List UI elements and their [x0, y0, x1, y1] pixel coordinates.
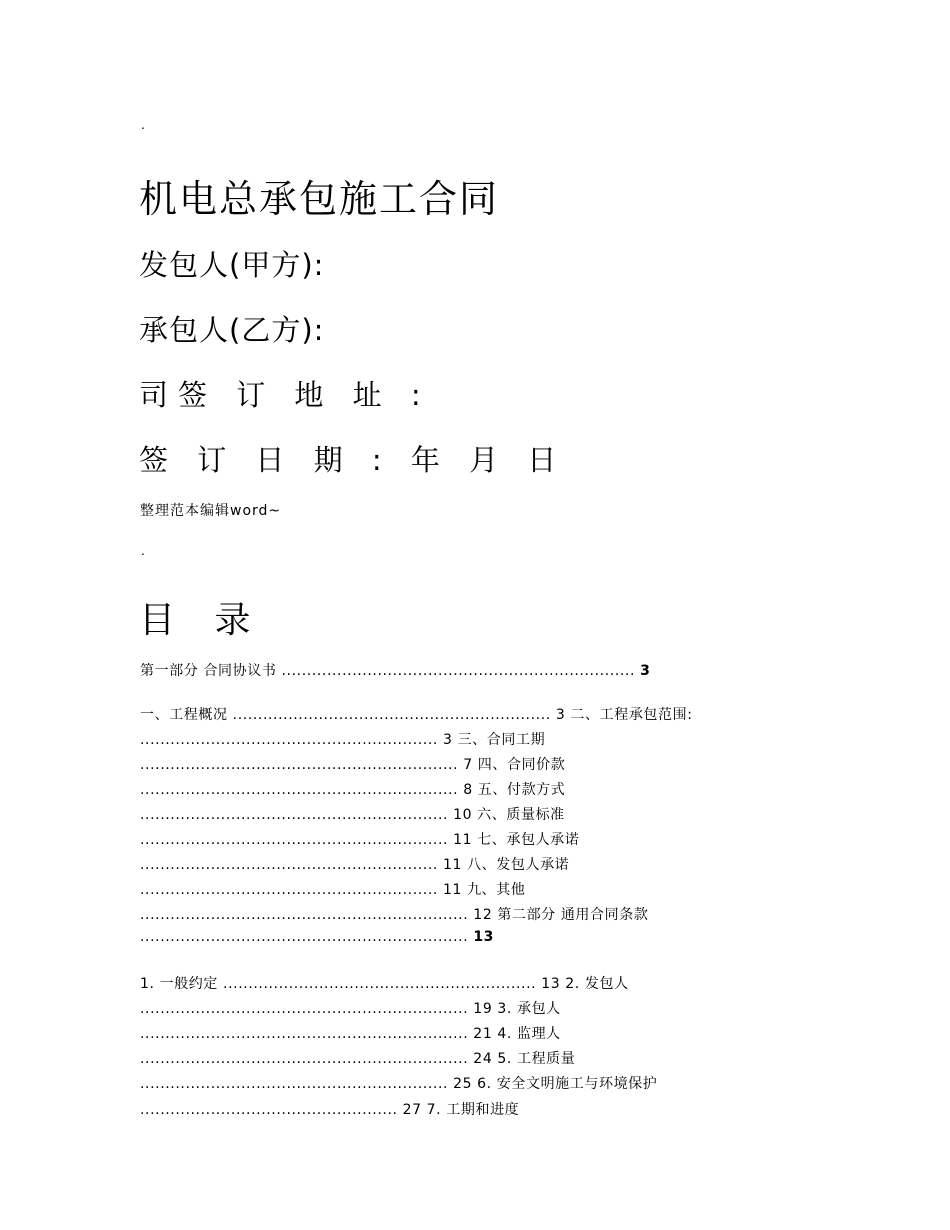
toc-line: ............................................................... 8 五、付款方式: [140, 782, 566, 798]
toc-line: ........................................................... 3 三、合同工期: [140, 732, 546, 748]
toc-part1-page: 3: [640, 663, 651, 679]
toc-line: 一、工程概况 ............................................................... 3 二、工程承包范围:: [140, 707, 693, 723]
toc-heading: 目 录: [139, 600, 265, 641]
middle-dot: .: [141, 544, 145, 558]
toc-line: ............................................................. 10 六、质量标准: [140, 807, 565, 823]
toc-line: 1. 一般约定 .............................................................. 13 2. 发包人: [140, 976, 629, 992]
toc-line: ................................................................. 12 第二部分 通用合同条款: [140, 907, 649, 923]
toc-line: ................................................................. 21 4. 监理人: [140, 1026, 561, 1042]
template-note: 整理范本编辑word~: [140, 503, 282, 519]
toc-line: ............................................................. 25 6. 安全文明施工与环境保护: [140, 1076, 658, 1092]
toc-line: ............................................................... 7 四、合同价款: [140, 757, 566, 773]
toc-line: ........................................................... 11 八、发包人承诺: [140, 857, 570, 873]
toc-part2-dots: .................................................................: [140, 929, 469, 945]
toc-part2-page: 13: [473, 929, 495, 945]
toc-line: ........................................................... 11 九、其他: [140, 882, 526, 898]
party-a-field: 发包人(甲方):: [139, 248, 325, 282]
toc-line: ................................................................. 19 3. 承包人: [140, 1001, 561, 1017]
signing-place-field: 司签 订 地 址 :: [139, 378, 431, 412]
toc-line: ................................................................. 24 5. 工程质量: [140, 1051, 576, 1067]
document-title: 机电总承包施工合同: [139, 177, 500, 221]
party-b-field: 承包人(乙方):: [139, 313, 325, 347]
toc-line: ............................................................. 11 七、承包人承诺: [140, 832, 580, 848]
toc-part1-entry: [140, 660, 650, 680]
signing-date-field: 签 订 日 期 : 年 月 日: [139, 443, 567, 477]
toc-part1-label: 第一部分 合同协议书 ......................................................................: [140, 663, 636, 679]
leading-dot: .: [141, 118, 145, 132]
toc-part2-entry: [140, 929, 494, 945]
toc-line: ................................................... 27 7. 工期和进度: [140, 1102, 520, 1118]
